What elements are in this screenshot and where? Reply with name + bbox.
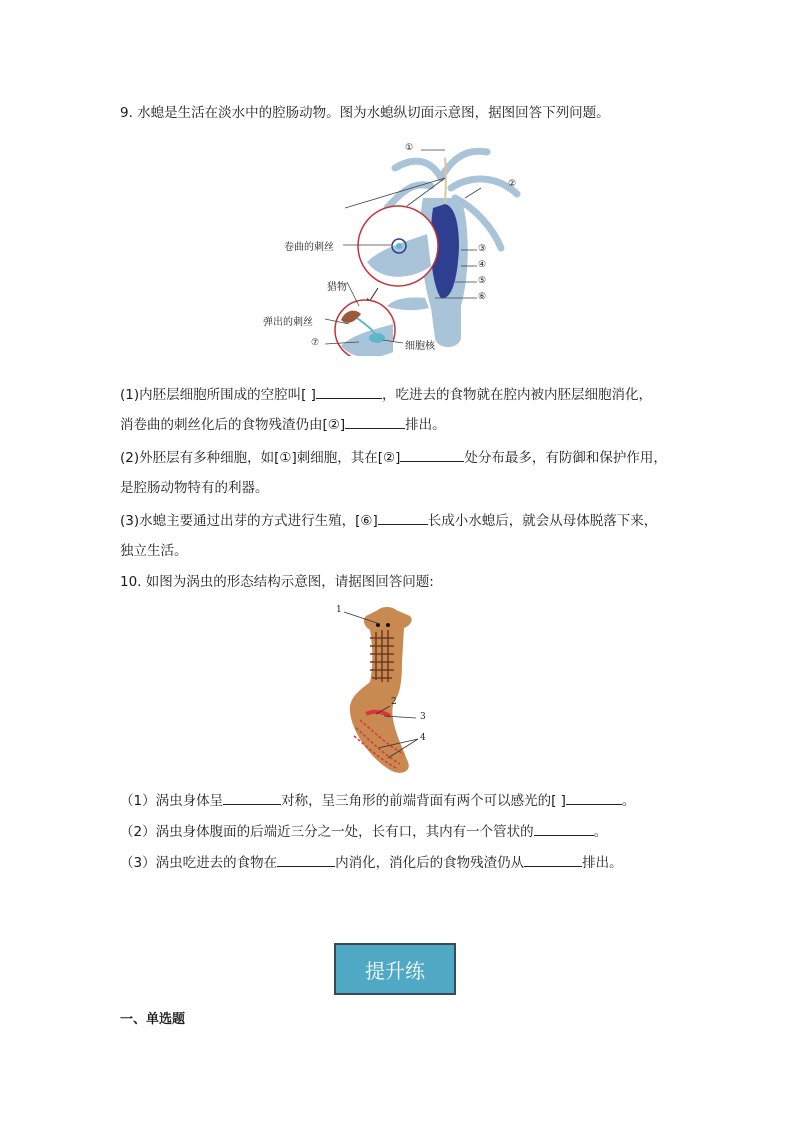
label-prey: 猎物 (327, 282, 347, 293)
hydra-figure (255, 138, 555, 356)
hydra-label-6: ⑥ (478, 292, 487, 302)
hydra-label-4: ④ (478, 260, 487, 270)
q10-blank-5[interactable] (524, 852, 582, 867)
q10-blank-3[interactable] (534, 821, 594, 836)
label-ejected-thread: 弹出的刺丝 (263, 317, 313, 328)
hydra-label-2: ② (508, 179, 517, 189)
planaria-label-3: 3 (420, 712, 426, 722)
q10-blank-1[interactable] (223, 790, 281, 805)
q10-sub1 (120, 790, 635, 811)
q9-blank-2[interactable] (345, 414, 405, 429)
improvement-practice-banner: 提升练 (334, 943, 456, 995)
q9-blank-3[interactable] (400, 447, 464, 462)
q10-s3-text-c: 排出。 (582, 855, 623, 871)
planaria-label-4: 4 (420, 733, 426, 743)
q9-p3-text-b: 长成小水螅后，就会从母体脱落下来， (427, 513, 658, 529)
q9-p1-text-c: 消卷曲的刺丝化后的食物残渣仍由[②] (120, 417, 346, 433)
q10-s3-text-a: （3）涡虫吃进去的食物在 (120, 855, 278, 871)
q9-stem: 9. 水螅是生活在淡水中的腔肠动物。图为水螅纵切面示意图，据图回答下列问题。 (120, 105, 610, 121)
q9-p1-text-d: 排出。 (405, 417, 446, 433)
q9-p3-text-a: (3)水螅主要通过出芽的方式进行生殖，[⑥] (120, 513, 378, 529)
q10-sub3 (120, 852, 623, 873)
q9-p1-text-a: (1)内胚层细胞所围成的空腔叫[ ] (120, 387, 316, 403)
q9-part3-line1 (120, 510, 657, 531)
q10-s1-text-c: 。 (621, 793, 636, 809)
q10-blank-4[interactable] (277, 852, 335, 867)
q9-blank-1[interactable] (316, 384, 382, 399)
hydra-label-7: ⑦ (311, 338, 320, 348)
q10-s1-text-b: 对称，呈三角形的前端背面有两个可以感光的[ ] (281, 793, 566, 809)
q9-part1-line2 (120, 414, 446, 435)
q10-stem: 10. 如图为涡虫的形态结构示意图，请据图回答问题: (120, 574, 434, 590)
planaria-label-2: 2 (391, 697, 397, 707)
q9-blank-4[interactable] (378, 510, 428, 525)
q9-part2-line2: 是腔肠动物特有的利器。 (120, 480, 269, 496)
planaria-figure (330, 602, 450, 778)
planaria-diagram (330, 602, 450, 778)
section-heading: 一、单选题 (120, 1012, 186, 1027)
q9-part1-line1 (120, 384, 652, 405)
q10-s2-text-b: 。 (593, 824, 608, 840)
hydra-label-3: ③ (478, 244, 487, 254)
q9-part3-line2: 独立生活。 (120, 543, 188, 559)
hydra-label-1: ① (405, 143, 414, 153)
q10-s3-text-b: 内消化，消化后的食物残渣仍从 (335, 855, 525, 871)
q10-s2-text-a: （2）涡虫身体腹面的后端近三分之一处，长有口，其内有一个管状的 (120, 824, 534, 840)
label-curled-thread: 卷曲的刺丝 (284, 242, 334, 253)
q10-blank-2[interactable] (566, 790, 622, 805)
hydra-label-5: ⑤ (478, 276, 487, 286)
q9-p1-text-b: ，吃进去的食物就在腔内被内胚层细胞消化， (381, 387, 652, 403)
q9-part2-line1 (120, 447, 667, 468)
planaria-label-1: 1 (336, 605, 342, 615)
q10-s1-text-a: （1）涡虫身体呈 (120, 793, 224, 809)
q9-p2-text-b: 处分布最多，有防御和保护作用， (464, 450, 667, 466)
label-cell-nucleus: 细胞核 (405, 341, 435, 352)
q9-p2-text-a: (2)外胚层有多种细胞，如[①]刺细胞，其在[②] (120, 450, 401, 466)
q10-sub2 (120, 821, 607, 842)
